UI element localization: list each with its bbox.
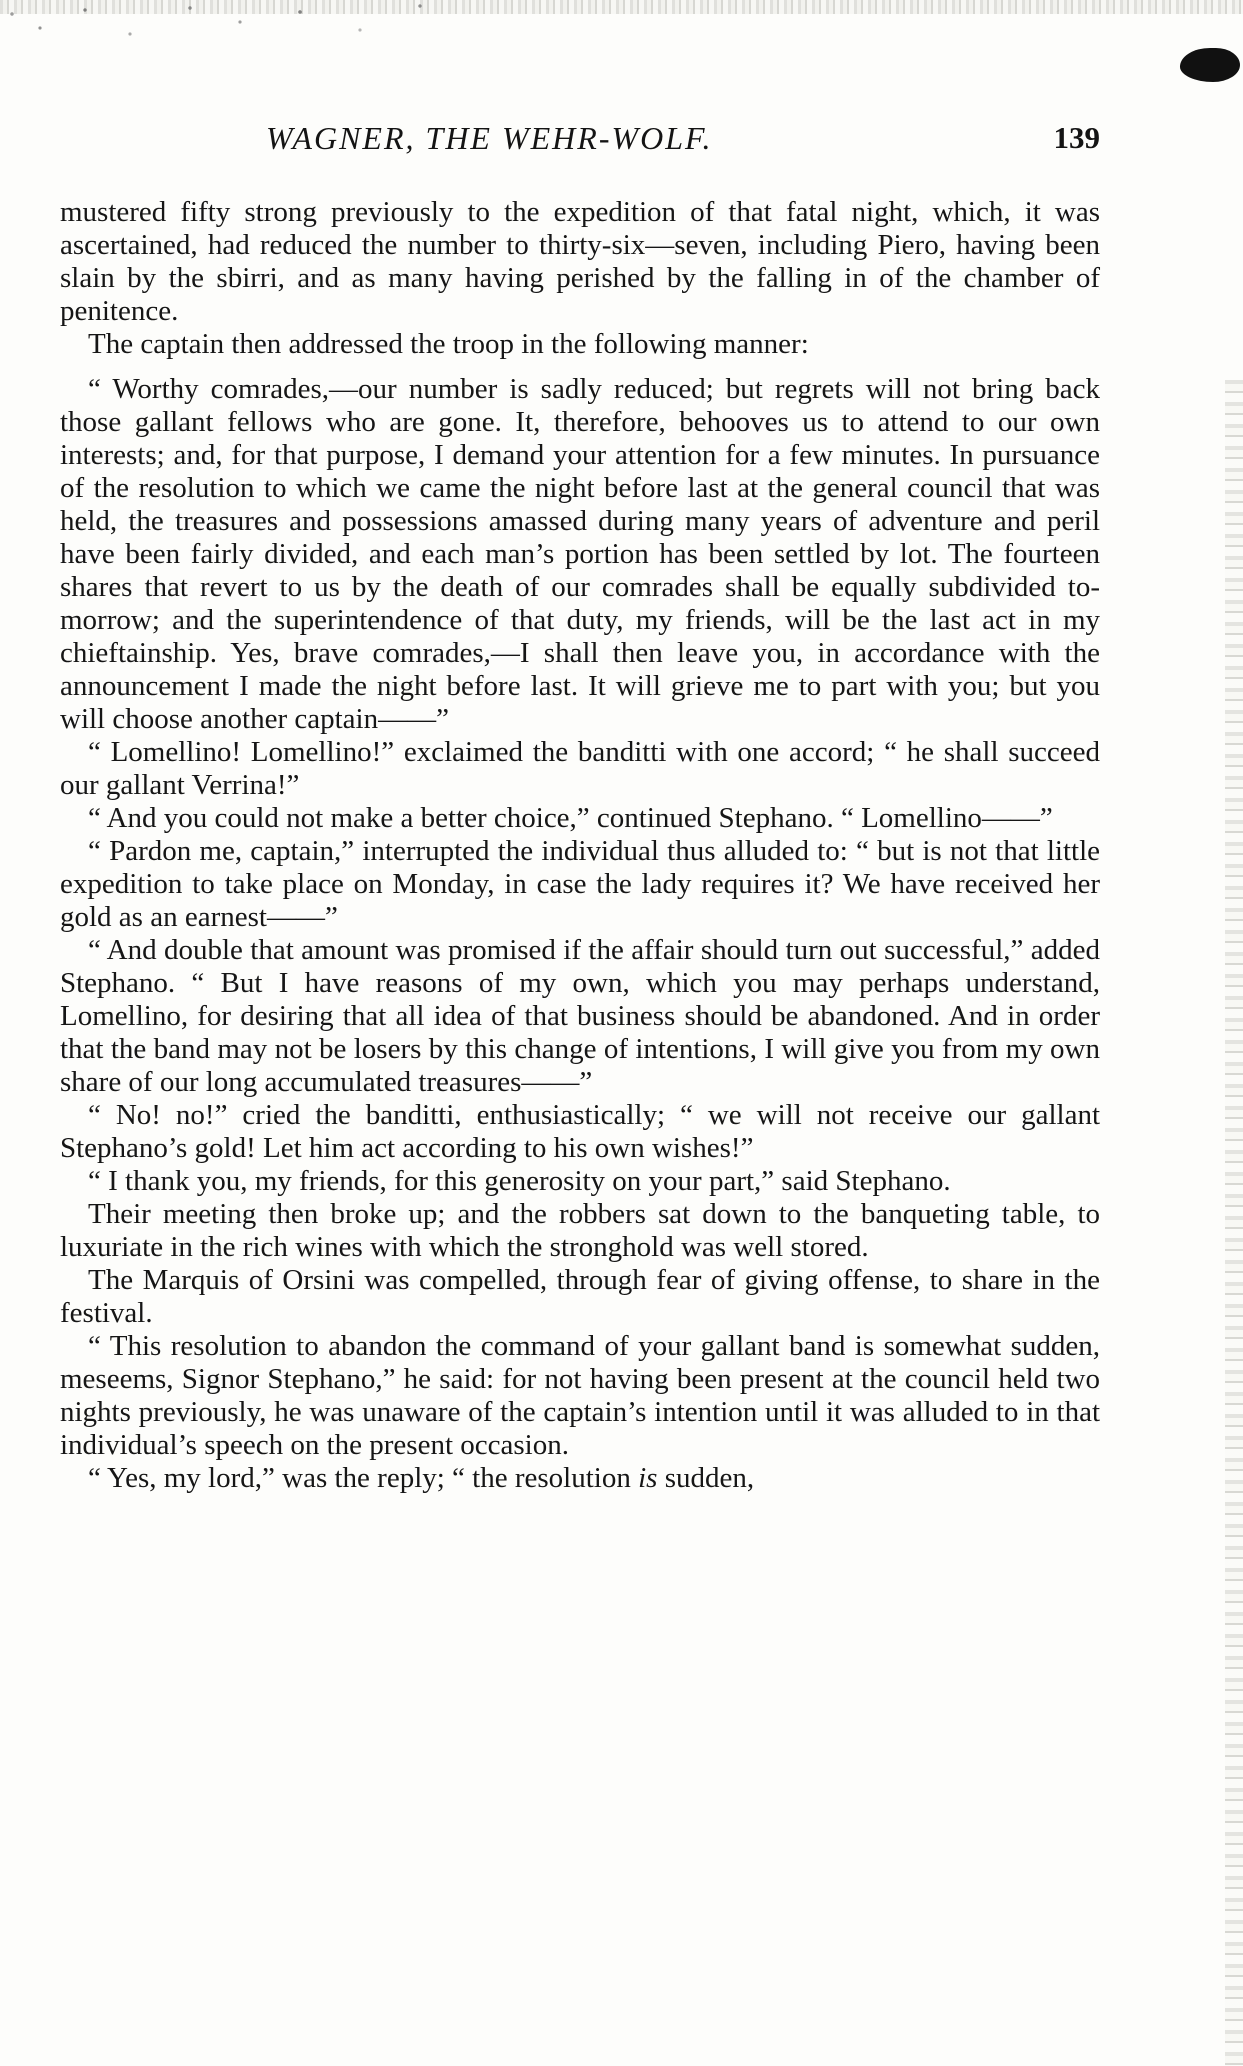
ink-blot-mark: [1180, 48, 1240, 82]
page-number: 139: [1053, 120, 1100, 155]
paragraph: Their meeting then broke up; and the robbers sat down to the banqueting table, to luxuriate in the rich wines with which the stronghold was well stored.: [60, 1198, 1100, 1263]
last-paragraph-start: “ Yes, my lord,” was the reply; “ the resolution: [88, 1462, 639, 1494]
paragraph: The Marquis of Orsini was compelled, through fear of giving offense, to share in the festival.: [60, 1264, 1100, 1329]
paragraph: “ And you could not make a better choice,” continued Stephano. “ Lomellino——”: [88, 802, 1053, 834]
paragraph-last: [60, 1462, 1100, 1495]
emphasized-word: is: [638, 1462, 658, 1494]
paragraph: “ I thank you, my friends, for this generosity on your part,” said Stephano.: [88, 1165, 951, 1197]
last-paragraph-end: sudden,: [657, 1462, 755, 1494]
body-text: [60, 196, 1100, 1495]
paragraph: “ Worthy comrades,—our number is sadly reduced; but regrets will not bring back those gallant fellows who are gone. It, therefore, behooves us to attend to our own interests; and, for that purpose, I demand your attention for a few minutes. In pursuance of the resolution to which we came the night before last at the general council that was held, the treasures and possessions amassed during many years of adventure and peril have been fairly divided, and each man’s portion has been settled by lot. The fourteen shares that revert to us by the death of our comrades shall be equally subdivided to-morrow; and the superintendence of that duty, my friends, will be the last act in my chieftainship. Yes, brave comrades,—I shall then leave you, in accordance with the announcement I made the night before last. It will grieve me to part with you; but you will choose another captain——”: [60, 373, 1100, 735]
running-title: WAGNER, THE WEHR-WOLF.: [266, 120, 713, 156]
running-header: [60, 120, 1100, 166]
paragraph: “ Lomellino! Lomellino!” exclaimed the banditti with one accord; “ he shall succeed our gallant Verrina!”: [60, 736, 1100, 801]
paragraph: The captain then addressed the troop in the following manner:: [88, 328, 809, 360]
paragraph: “ This resolution to abandon the command of your gallant band is somewhat sudden, meseems, Signor Stephano,” he said: for not having been present at the council held two nights previously, he was unaware of the captain’s intention until it was alluded to in that individual’s speech on the present occasion.: [60, 1330, 1100, 1461]
paragraph: “ No! no!” cried the banditti, enthusiastically; “ we will not receive our gallant Stephano’s gold! Let him act according to his own wishes!”: [60, 1099, 1100, 1164]
scan-noise: [0, 0, 480, 60]
page-right-edge: [1225, 380, 1243, 2066]
paragraph: mustered fifty strong previously to the expedition of that fatal night, which, it was ascertained, had reduced the number to thirty-six—seven, including Piero, having been slain by the sbirri, and as many having perished by the falling in of the chamber of penitence.: [60, 196, 1100, 327]
paragraph: “ And double that amount was promised if the affair should turn out successful,” added Stephano. “ But I have reasons of my own, which you may perhaps understand, Lomellino, for desiring that all idea of that business should be abandoned. And in order that the band may not be losers by this change of intentions, I will give you from my own share of our long accumulated treasures——”: [60, 934, 1100, 1098]
paragraph: “ Pardon me, captain,” interrupted the individual thus alluded to: “ but is not that little expedition to take place on Monday, in case the lady requires it? We have received her gold as an earnest——”: [60, 835, 1100, 933]
